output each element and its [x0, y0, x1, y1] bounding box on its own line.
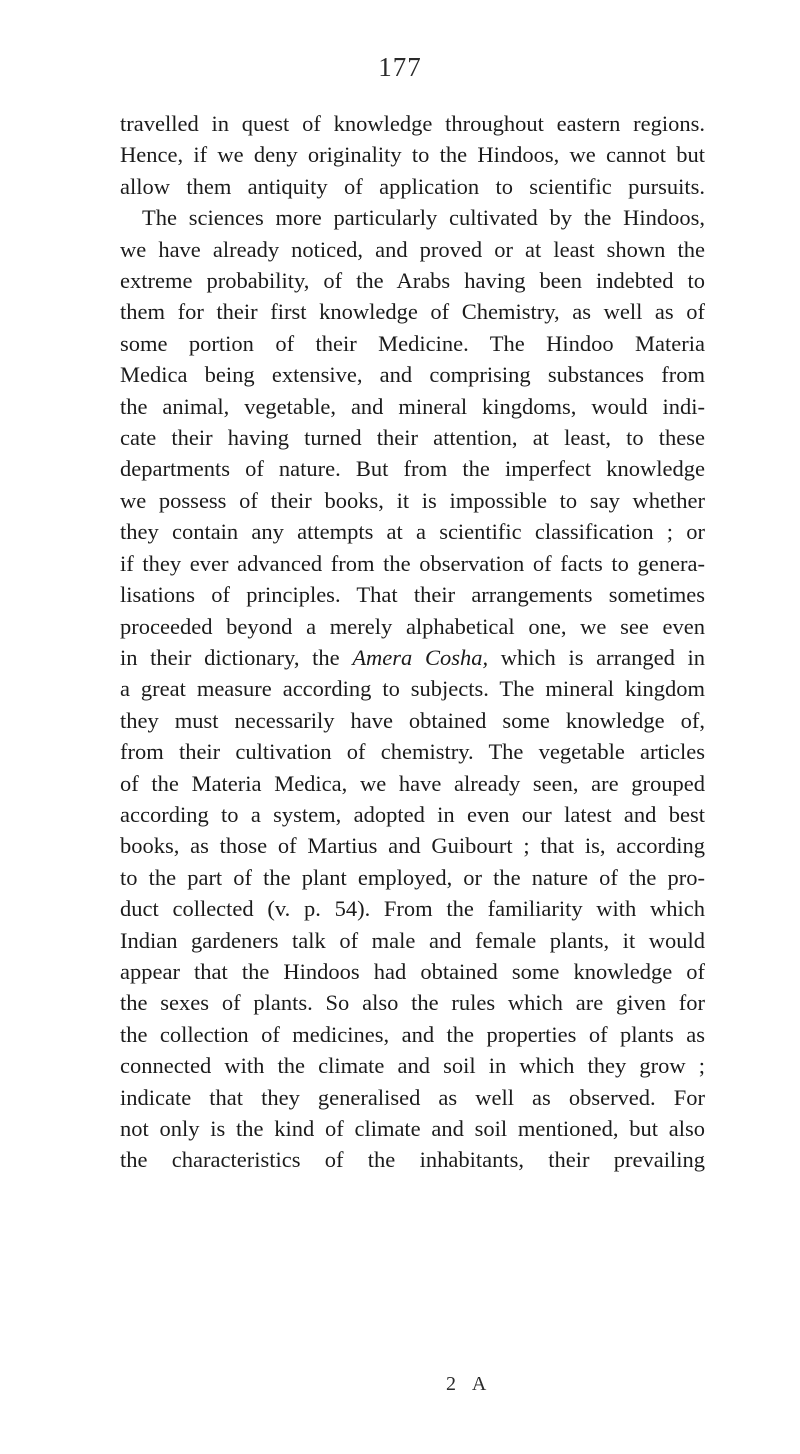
text-line: Indian gardeners talk of male and female plants, it would [120, 927, 705, 953]
paragraph-first-line: The sciences more particularly cultivated by the Hindoos, [142, 205, 705, 231]
text-line: them for their first knowledge of Chemistry, as well as of [120, 299, 705, 325]
body-paragraphs [120, 108, 705, 1176]
text-line: lisations of principles. That their arrangements sometimes [120, 582, 705, 608]
text-line: cate their having turned their attention, at least, to these [120, 425, 705, 451]
text-line: the animal, vegetable, and mineral kingdoms, would indi- [120, 393, 705, 419]
text-line: travelled in quest of knowledge throughout eastern regions. [120, 111, 705, 136]
text-line: Hence, if we deny originality to the Hindoos, we cannot but [120, 142, 705, 168]
text-line: allow them antiquity of application to scientific pursuits. [120, 173, 705, 199]
text-line: the characteristics of the inhabitants, their prevailing [120, 1147, 705, 1173]
text-segment: which is arranged in [488, 644, 705, 670]
signature-mark: 2 A [446, 1373, 493, 1395]
text-line: indicate that they generalised as well as observed. For [120, 1084, 705, 1110]
text-line: extreme probability, of the Arabs having been indebted to [120, 268, 705, 294]
text-line: we possess of their books, it is impossible to say whether [120, 487, 705, 513]
text-line-with-italic [120, 642, 705, 673]
text-line: we have already noticed, and proved or at least shown the [120, 236, 705, 262]
text-line: according to a system, adopted in even our latest and best [120, 801, 705, 827]
text-line: from their cultivation of chemistry. The vegetable articles [120, 739, 705, 765]
text-line: of the Materia Medica, we have already seen, are grouped [120, 770, 705, 796]
text-line: Medica being extensive, and comprising substances from [120, 362, 705, 388]
text-line: they must necessarily have obtained some knowledge of, [120, 707, 705, 733]
text-line: departments of nature. But from the imperfect knowledge [120, 456, 705, 482]
text-line: some portion of their Medicine. The Hindoo Materia [120, 330, 705, 356]
italic-title-amera-cosha: Amera Cosha, [352, 644, 489, 670]
text-line: not only is the kind of climate and soil mentioned, but also [120, 1116, 705, 1141]
text-line: duct collected (v. p. 54). From the familiarity with which [120, 896, 705, 922]
page-number: 177 [378, 52, 422, 82]
text-line: they contain any attempts at a scientific classification ; or [120, 519, 705, 545]
text-line: books, as those of Martius and Guibourt ; that is, according [120, 833, 705, 859]
text-line: proceeded beyond a merely alphabetical one, we see even [120, 613, 705, 639]
text-line: a great measure according to subjects. The mineral kingdom [120, 676, 705, 702]
text-line: the sexes of plants. So also the rules which are given for [120, 990, 705, 1016]
text-line: the collection of medicines, and the properties of plants as [120, 1021, 705, 1047]
text-line: appear that the Hindoos had obtained some knowledge of [120, 958, 705, 984]
text-line: if they ever advanced from the observation of facts to genera- [120, 550, 705, 576]
text-line: to the part of the plant employed, or the nature of the pro- [120, 864, 705, 890]
text-segment: in their dictionary, the [120, 644, 353, 670]
text-line: connected with the climate and soil in which they grow ; [120, 1053, 705, 1079]
